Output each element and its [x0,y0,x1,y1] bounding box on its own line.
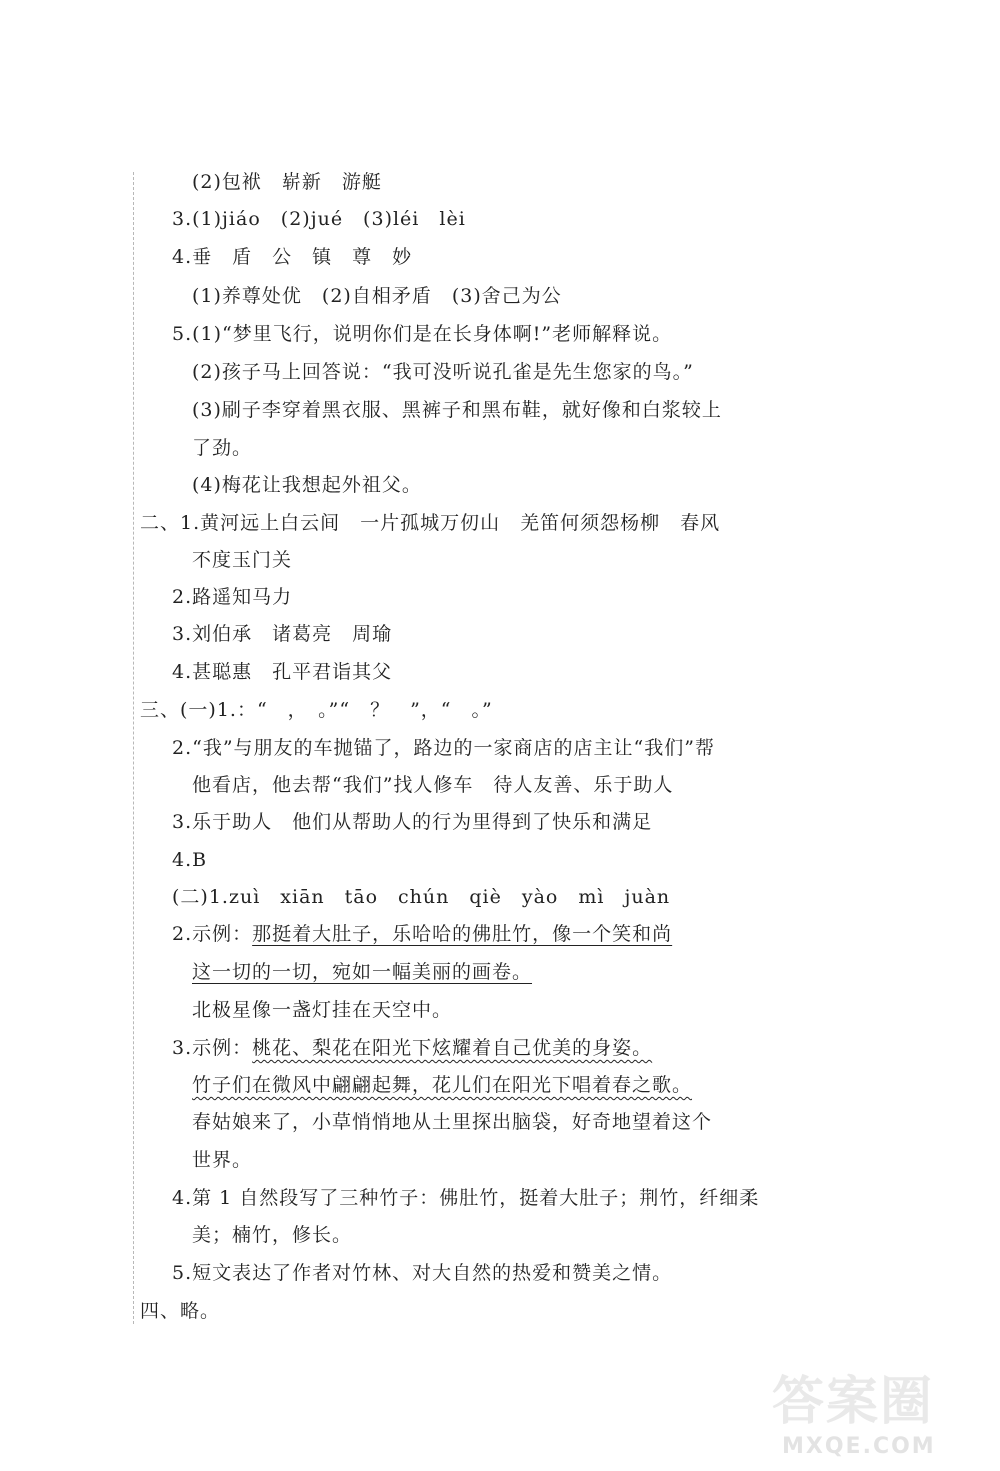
answer-line: (2)孩子马上回答说：“我可没听说孔雀是先生您家的鸟。” [192,361,694,383]
answer-line [192,1073,692,1097]
answer-line: 世界。 [192,1149,253,1171]
example-label: 2.示例： [172,923,253,945]
underlined-sentence: 这一切的一切，宛如一幅美丽的画卷。 [192,961,533,983]
answer-line: 5.短文表达了作者对竹林、对大自然的热爱和赞美之情。 [172,1262,673,1284]
answer-line: 美；楠竹，修长。 [192,1224,353,1246]
section-two-heading: 二、1.黄河远上白云间 一片孤城万仞山 羌笛何须怨杨柳 春风 [140,512,721,534]
answer-line: 2.“我”与朋友的车抛锚了，路边的一家商店的店主让“我们”帮 [172,737,715,759]
answer-line: (1)养尊处优 (2)自相矛盾 (3)舍己为公 [192,285,562,307]
section-three-heading: 三、(一)1.：“ ， 。”“ ？ ”，“ 。” [140,699,493,721]
answer-line: 3.乐于助人 他们从帮助人的行为里得到了快乐和满足 [172,811,653,833]
answer-line: 3.刘伯承 诸葛亮 周瑜 [172,623,393,645]
wavy-underlined-sentence: 桃花、梨花在阳光下炫耀着自己优美的身姿。 [252,1037,653,1059]
wavy-underlined-sentence: 竹子们在微风中翩翩起舞，花儿们在阳光下唱着春之歌。 [192,1074,693,1096]
answer-line: (4)梅花让我想起外祖父。 [192,474,422,496]
answer-line: 4.B [172,849,208,871]
answer-line: 4.甚聪惠 孔平君诣其父 [172,661,393,683]
answer-line: (2)包袱 崭新 游艇 [192,171,382,193]
answer-line: 北极星像一盏灯挂在天空中。 [192,999,453,1021]
underlined-sentence: 那挺着大肚子，乐哈哈的佛肚竹，像一个笑和尚 [252,923,673,945]
answer-line: 春姑娘来了，小草悄悄地从土里探出脑袋，好奇地望着这个 [192,1111,713,1133]
example-label: 3.示例： [172,1037,253,1059]
answer-line: (3)刷子李穿着黑衣服、黑裤子和黑布鞋，就好像和白浆较上 [192,399,722,421]
answer-line: 他看店，他去帮“我们”找人修车 待人友善、乐于助人 [192,774,674,796]
answer-line: 5.(1)“梦里飞行，说明你们是在长身体啊!”老师解释说。 [172,323,673,345]
binding-margin-line [133,172,134,1324]
watermark-main-text: 答案圈 [772,1372,935,1432]
answer-line [192,960,532,984]
answer-line: 2.路遥知马力 [172,586,293,608]
answer-line: (二)1.zuì xiān tāo chún qiè yào mì juàn [172,886,671,908]
watermark-site-text: MXQE.COM [782,1434,936,1459]
answer-line: 了劲。 [192,437,253,459]
answer-line: 4.垂 盾 公 镇 尊 妙 [172,246,413,268]
answer-line: 3.(1)jiáo (2)jué (3)léi lèi [172,208,466,230]
section-four-heading: 四、略。 [140,1300,221,1322]
answer-line: 4.第 1 自然段写了三种竹子：佛肚竹，挺着大肚子；荆竹，纤细柔 [172,1187,760,1209]
answer-line [172,922,672,946]
answer-line: 不度玉门关 [192,549,293,571]
watermark-logo [768,1372,994,1468]
answer-line [172,1036,652,1060]
